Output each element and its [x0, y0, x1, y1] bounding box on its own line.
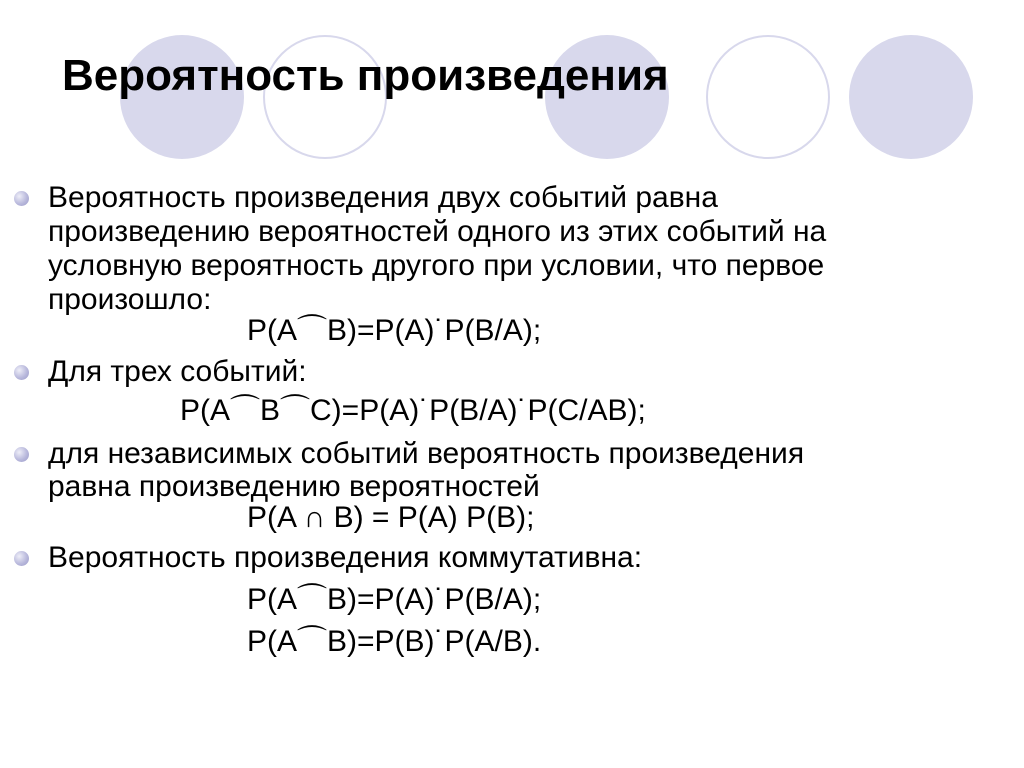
bullet-icon — [14, 191, 29, 206]
bullet-line: произведению вероятностей одного из этих событий на — [48, 215, 827, 248]
bullet-line: Вероятность произведения двух событий равна — [48, 181, 718, 214]
bullet-icon — [14, 551, 29, 566]
formula: P(A⌒B)=P(A)˙P(B/A); — [247, 583, 542, 616]
formula: P(A⌒B⌒C)=P(A)˙P(B/A)˙P(C/AB); — [180, 394, 646, 427]
formula: P(A ∩ B) = P(A) P(B); — [247, 501, 535, 534]
decorative-circle — [706, 35, 830, 159]
slide-title: Вероятность произведения — [62, 51, 669, 100]
bullet-line: Вероятность произведения коммутативна: — [48, 541, 643, 574]
formula: P(A⌒B)=P(A)˙P(B/A); — [247, 314, 542, 347]
bullet-icon — [14, 447, 29, 462]
bullet-icon — [14, 365, 29, 380]
bullet-line: Для трех событий: — [48, 355, 307, 388]
decorative-circle — [849, 35, 973, 159]
bullet-line: условную вероятность другого при условии, что первое — [48, 249, 825, 282]
formula: P(A⌒B)=P(B)˙P(A/B). — [247, 625, 542, 658]
bullet-line: для независимых событий вероятность произведения — [48, 437, 805, 470]
bullet-line: произошло: — [48, 283, 212, 316]
bullet-line: равна произведению вероятностей — [48, 470, 540, 503]
